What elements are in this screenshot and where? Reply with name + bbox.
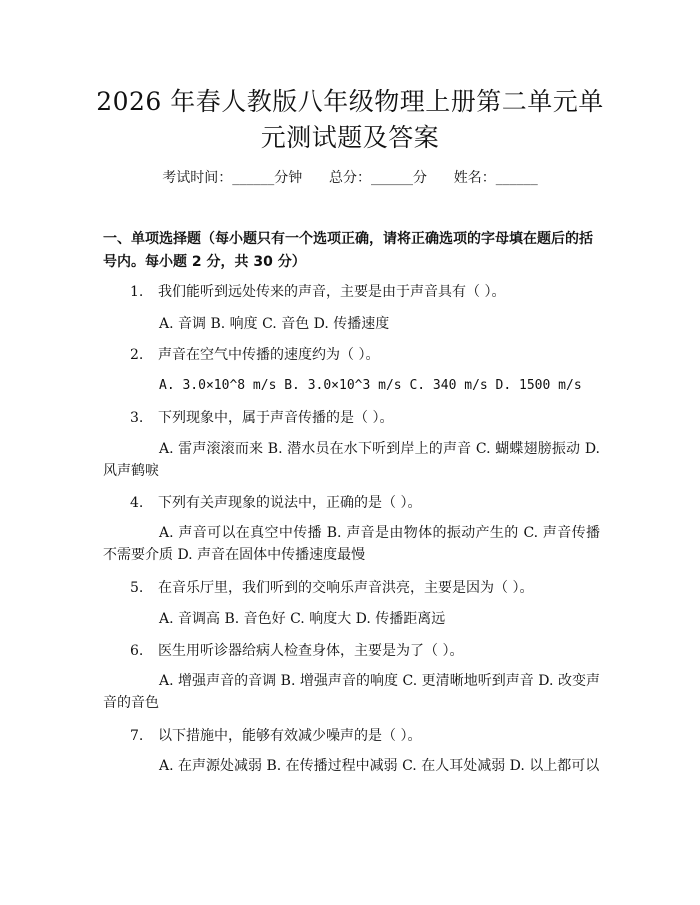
- question-2-options: A. 3.0×10^8 m/s B. 3.0×10^3 m/s C. 340 m/s D. 1500 m/s: [159, 378, 582, 393]
- question-stem: 下列现象中，属于声音传播的是（ ）。: [158, 410, 394, 426]
- document-title: [90, 84, 610, 156]
- question-number: 2.: [130, 347, 144, 363]
- question-stem: 以下措施中，能够有效减少噪声的是（ ）。: [158, 728, 422, 744]
- question-3-options: A. 雷声滚滚而来 B. 潜水员在水下听到岸上的声音 C. 蝴蝶翅膀振动 D. 风声鹤唳: [103, 441, 600, 479]
- question-6-options: A. 增强声音的音调 B. 增强声音的响度 C. 更清晰地听到声音 D. 改变声音的音色: [103, 673, 600, 711]
- question-stem: 我们能听到远处传来的声音，主要是由于声音具有（ ）。: [158, 284, 506, 300]
- question-7-options: A. 在声源处减弱 B. 在传播过程中减弱 C. 在人耳处减弱 D. 以上都可以: [159, 758, 600, 774]
- question-5-options: A. 音调高 B. 音色好 C. 响度大 D. 传播距离远: [159, 611, 446, 627]
- question-number: 7.: [130, 728, 144, 744]
- question-number: 6.: [130, 643, 144, 659]
- question-stem: 下列有关声现象的说法中，正确的是（ ）。: [158, 495, 422, 511]
- question-number: 1.: [130, 284, 144, 300]
- question-stem: 在音乐厅里，我们听到的交响乐声音洪亮，主要是因为（ ）。: [158, 580, 534, 596]
- exam-meta: [0, 168, 700, 188]
- question-4-options: A. 声音可以在真空中传播 B. 声音是由物体的振动产生的 C. 声音传播不需要介质 D. 声音在固体中传播速度最慢: [103, 525, 600, 563]
- question-number: 4.: [130, 495, 144, 511]
- question-7: [130, 726, 600, 746]
- total-score-field: 总分：______分: [329, 170, 427, 186]
- section-heading: 一、单项选择题（每小题只有一个选项正确，请将正确选项的字母填在题后的括号内。每小题 2 分，共 30 分）: [103, 231, 593, 270]
- question-stem: 声音在空气中传播的速度约为（ ）。: [158, 347, 380, 363]
- question-6: [130, 641, 600, 661]
- question-3: [130, 408, 600, 428]
- question-stem: 医生用听诊器给病人检查身体，主要是为了（ ）。: [158, 643, 464, 659]
- question-2: [130, 345, 600, 365]
- exam-time-field: 考试时间：______分钟: [162, 170, 303, 186]
- question-4: [130, 493, 600, 513]
- question-1-options: A. 音调 B. 响度 C. 音色 D. 传播速度: [159, 316, 390, 332]
- question-number: 5.: [130, 580, 144, 596]
- student-name-field: 姓名：______: [453, 170, 538, 186]
- question-number: 3.: [130, 410, 144, 426]
- question-1: [130, 282, 600, 302]
- title-line-1: 2026 年春人教版八年级物理上册第二单元单: [96, 87, 604, 116]
- question-5: [130, 578, 600, 598]
- title-line-2: 元测试题及答案: [260, 123, 440, 152]
